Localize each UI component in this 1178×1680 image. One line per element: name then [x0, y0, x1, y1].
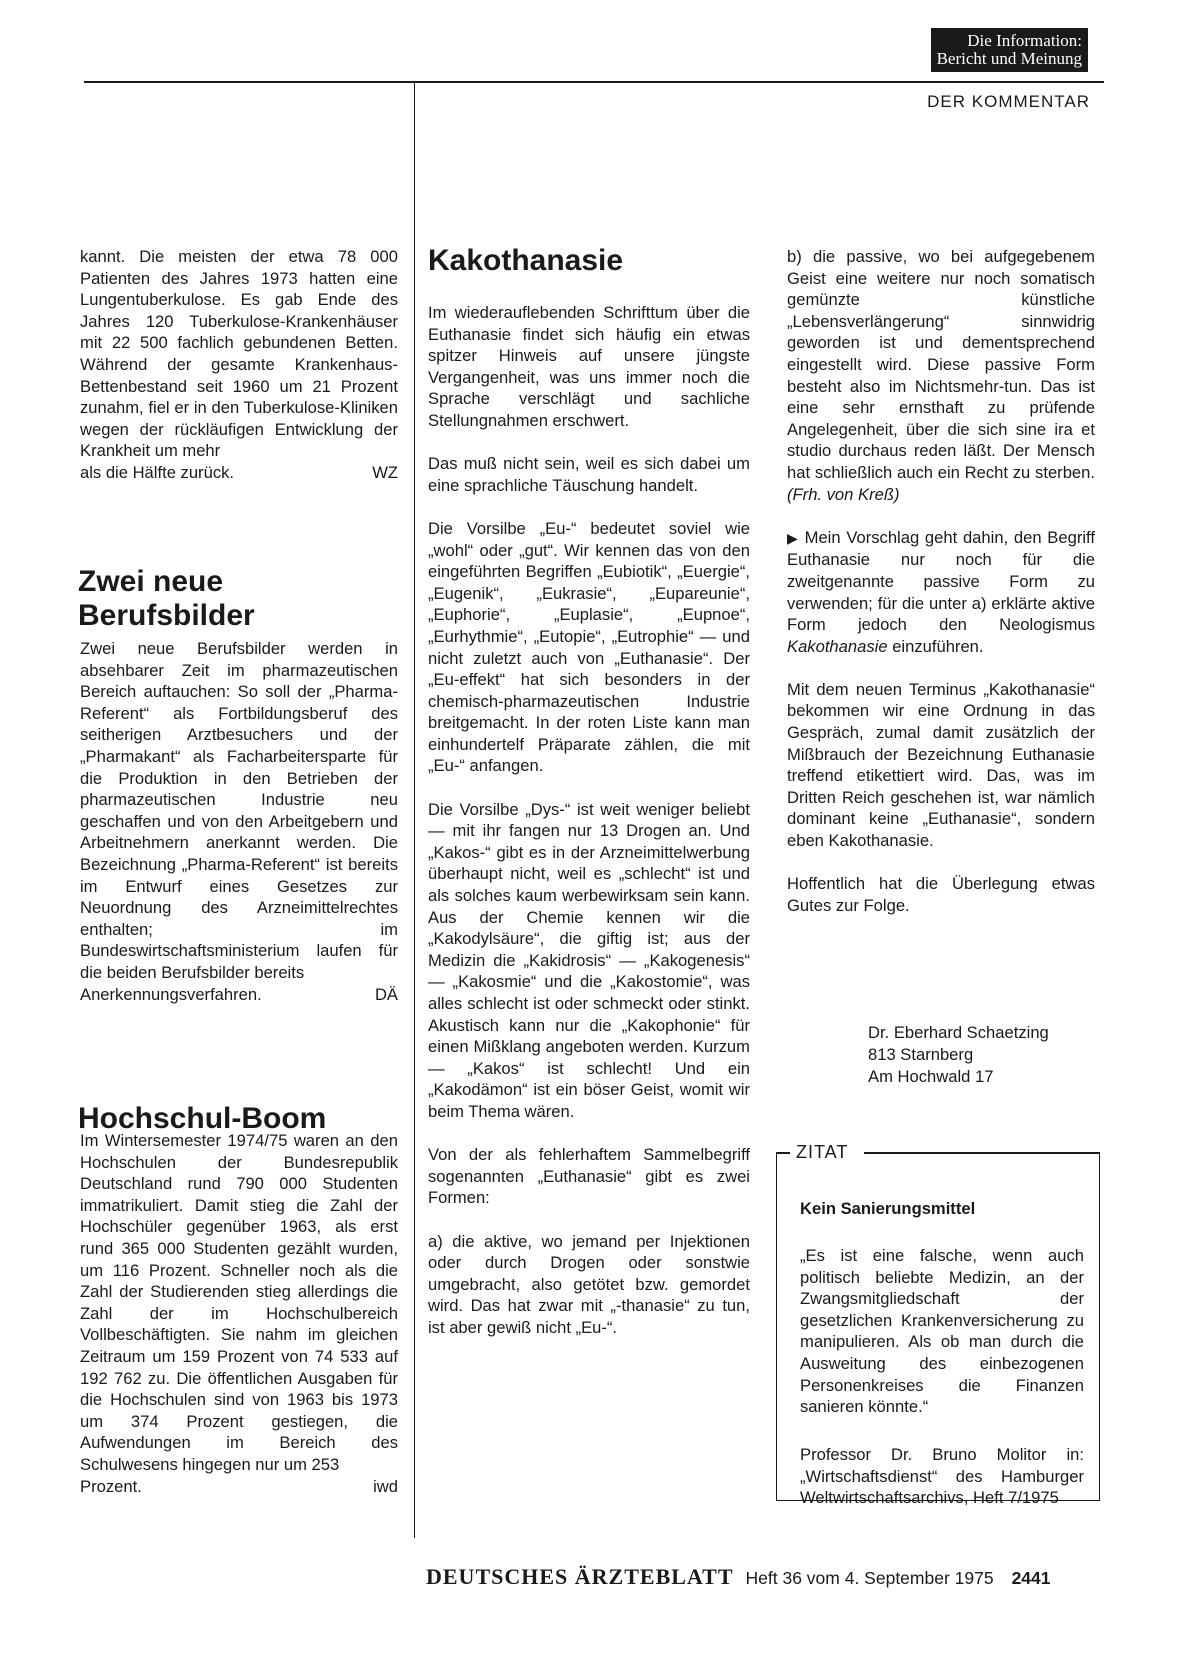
- kakothanasie-p10: Hoffentlich hat die Überlegung etwas Gutes zur Folge.: [787, 874, 1095, 915]
- section-tag: [931, 28, 1088, 72]
- triangle-bullet-icon: ▶: [787, 529, 799, 546]
- kakothanasie-p1: Im wiederauflebenden Schrifttum über die Euthanasie findet sich häufig ein etwas spitzer Hinweis auf unsere jüngste Vergangenheit, was uns immer noch die Sprache verschlägt und sachliche Stellungnahmen erschwert.: [428, 303, 750, 430]
- zitat-source: Professor Dr. Bruno Molitor in: „Wirtschaftsdienst“ des Hamburger Weltwirtschaftsarchivs, Heft 7/1975: [800, 1445, 1084, 1508]
- hochschul-tail: [80, 1476, 398, 1498]
- kakothanasie-p9: Mit dem neuen Terminus „Kakothanasie“ bekommen wir eine Ordnung in das Gespräch, zumal damit zusätzlich der Mißbrauch der Bezeichnung Euthanasie treffend etikettiert wird. Das, was im Dritten Reich geschehen ist, war nämlich dominant keine „Euthanasie“, sondern eben Kakothanasie.: [787, 679, 1095, 851]
- section-tag-line1: Die Information:: [967, 31, 1082, 50]
- berufsbilder-tail-text: Anerkennungsverfahren.: [80, 984, 262, 1004]
- kakothanasie-heading: Kakothanasie: [428, 244, 624, 277]
- hochschul-heading: Hochschul-Boom: [78, 1102, 327, 1135]
- author-name: Dr. Eberhard Schaetzing: [868, 1023, 1049, 1042]
- berufsbilder-heading: Zwei neue Berufsbilder: [78, 565, 255, 632]
- kommentar-label: DER KOMMENTAR: [927, 92, 1090, 111]
- berufsbilder-article: [80, 638, 398, 1005]
- page-footer: [426, 1564, 1051, 1590]
- kakothanasie-p7-citation: (Frh. von Kreß): [787, 484, 900, 504]
- tuberkulose-tail-text: als die Hälfte zurück.: [80, 462, 235, 482]
- column-left: [80, 246, 398, 484]
- zitat-border-top-left: [776, 1152, 790, 1154]
- kakothanasie-p3: Die Vorsilbe „Eu-“ bedeutet soviel wie „wohl“ oder „gut“. Wir kennen das von den eingeführten Begriffen „Eubiotik“, „Euergie“, „Eugenik“, „Eukrasie“, „Eupareunie“, „Euphorie“, „Euplasie“, „Eupnoe“, „Eurhythmie“, „Eutopie“, „Eutrophie“ — und nicht zuletzt auch von „Euthanasie“. Der „Eu-effekt“ hat sich besonders in der chemisch-pharmazeutischen Industrie breitgemacht. In der roten Liste kann man einhundertelf Präparate zählen, die mit „Eu-“ anfangen.: [428, 518, 750, 776]
- kakothanasie-p2: Das muß nicht sein, weil es sich dabei um eine sprachliche Täuschung handelt.: [428, 454, 750, 495]
- author-city: 813 Starnberg: [868, 1045, 974, 1064]
- kakothanasie-p8-text-a: Mein Vorschlag geht dahin, den Begriff Euthanasie nur noch für die zweitgenannte passive Form zu verwenden; für die unter a) erklärte aktive Form jedoch den Neologismus: [787, 527, 1095, 635]
- column-divider: [414, 82, 415, 1538]
- page-number: 2441: [1011, 1568, 1051, 1588]
- berufsbilder-text: Zwei neue Berufsbilder werden in absehbarer Zeit im pharmazeutischen Bereich auftauchen: So soll der „Pharma-Referent“ als Fortbildungsberuf des seitherigen Arztbesuchers und der „Pharmakant“ als Facharbeitersparte für die Produktion in den Betrieben der pharmazeutischen Industrie neu geschaffen und von den Arbeitgebern und Arbeitnehmern anerkannt werden. Die Bezeichnung „Pharma-Referent“ ist bereits im Entwurf eines Gesetzes zur Neuordnung des Arzneimittelrechtes enthalten; im Bundeswirtschaftsministerium laufen für die beiden Berufsbilder bereits: [80, 639, 398, 982]
- tuberkulose-tail: [80, 462, 398, 484]
- kakothanasie-p8: [787, 527, 1095, 658]
- kakothanasie-term: Kakothanasie: [787, 636, 888, 656]
- kakothanasie-p5: Von der als fehlerhaftem Sammelbegriff sogenannten „Euthanasie“ gibt es zwei Formen:: [428, 1145, 750, 1208]
- zitat-label: ZITAT: [796, 1142, 849, 1162]
- berufsbilder-tail: [80, 984, 398, 1006]
- column-right: [787, 246, 1095, 916]
- kakothanasie-article: [428, 302, 750, 1339]
- berufsbilder-signature: DÄ: [374, 984, 398, 1004]
- issue-info: Heft 36 vom 4. September 1975: [745, 1568, 994, 1588]
- author-signature: [868, 1022, 1049, 1088]
- tuberkulose-text: kannt. Die meisten der etwa 78 000 Patienten des Jahres 1973 hatten eine Lungentuberkulose. Es gab Ende des Jahres 120 Tuberkulose-Krankenhäuser mit 22 500 fachlich gebundenen Betten. Während der gesamte Krankenhaus-Bettenbestand seit 1960 um 21 Prozent zunahm, fiel er in den Tuberkulose-Kliniken wegen der rückläufigen Entwicklung der Krankheit um mehr: [80, 247, 398, 461]
- journal-name: DEUTSCHES ÄRZTEBLATT: [426, 1564, 734, 1589]
- kakothanasie-p6: a) die aktive, wo jemand per Injektionen oder durch Drogen oder sonstwie umgebracht, also getötet bzw. gemordet wird. Das hat zwar mit „-thanasie“ zu tun, ist aber gewiß nicht „Eu-“.: [428, 1231, 750, 1337]
- hochschul-article: [80, 1130, 398, 1497]
- header-rule: [84, 81, 1104, 83]
- author-street: Am Hochwald 17: [868, 1067, 994, 1086]
- kakothanasie-p4: Die Vorsilbe „Dys-“ ist weit weniger beliebt — mit ihr fangen nur 13 Drogen an. Und „Kakos-“ gibt es in der Arzneimittelwerbung überhaupt nicht, weil es „schlecht“ ist und als solches kaum werbewirksam sein kann. Aus der Chemie kennen wir die „Kakodylsäure“, die giftig ist; aus der Medizin die „Kakidrosis“ — „Kakogenesis“ — „Kakosmie“ und die „Kakostomie“, was alles schlecht ist oder schmeckt oder stinkt. Akustisch kann nur die „Kakophonie“ für einen Mißklang angeboten werden. Kurzum — „Kakos“ ist schlecht! Und ein „Kakodämon“ ist ein böser Geist, womit wir beim Thema wären.: [428, 799, 750, 1121]
- kakothanasie-p7-text: b) die passive, wo bei aufgegebenem Geist eine weitere nur noch somatisch gemünzte künstliche „Lebensverlängerung“ sinnwidrig geworden ist und dementsprechend eingestellt wird. Diese passive Form besteht also im Nichtsmehr-tun. Das ist eine sehr ernsthaft zu prüfende Angelegenheit, über die sich sine ira et studio durchaus reden läßt. Der Mensch hat schließlich auch ein Recht zu sterben.: [787, 247, 1095, 482]
- kakothanasie-p7: [787, 246, 1095, 505]
- zitat-quote: „Es ist eine falsche, wenn auch politisch beliebte Medizin, an der Zwangsmitgliedschaft der gesetzlichen Krankenversicherung zu manipulieren. Als ob man durch die Ausweitung des einbezogenen Personenkreises die Finanzen sanieren könnte.“: [800, 1246, 1084, 1417]
- zitat-border-top-right: [864, 1152, 1099, 1154]
- zitat-title: Kein Sanierungsmittel: [800, 1199, 976, 1218]
- tuberkulose-signature: WZ: [372, 462, 398, 482]
- section-tag-line2: Bericht und Meinung: [936, 49, 1082, 68]
- hochschul-signature: iwd: [373, 1476, 398, 1496]
- hochschul-tail-text: Prozent.: [80, 1476, 142, 1496]
- kakothanasie-p8-text-b: einzuführen.: [892, 636, 984, 656]
- hochschul-text: Im Wintersemester 1974/75 waren an den Hochschulen der Bundesrepublik Deutschland rund 790 000 Studenten immatrikuliert. Damit stieg die Zahl der Hochschüler gegenüber 1963, als erst rund 365 000 Studenten gezählt wurden, um 116 Prozent. Schneller noch als die Zahl der Studierenden stieg allerdings die Zahl der im Hochschulbereich Vollbeschäftigten. Sie nahm im gleichen Zeitraum um 159 Prozent von 74 533 auf 192 762 zu. Die öffentlichen Ausgaben für die Hochschulen sind von 1963 bis 1973 um 374 Prozent gestiegen, die Aufwendungen im Bereich des Schulwesens hingegen nur um 253: [80, 1131, 398, 1474]
